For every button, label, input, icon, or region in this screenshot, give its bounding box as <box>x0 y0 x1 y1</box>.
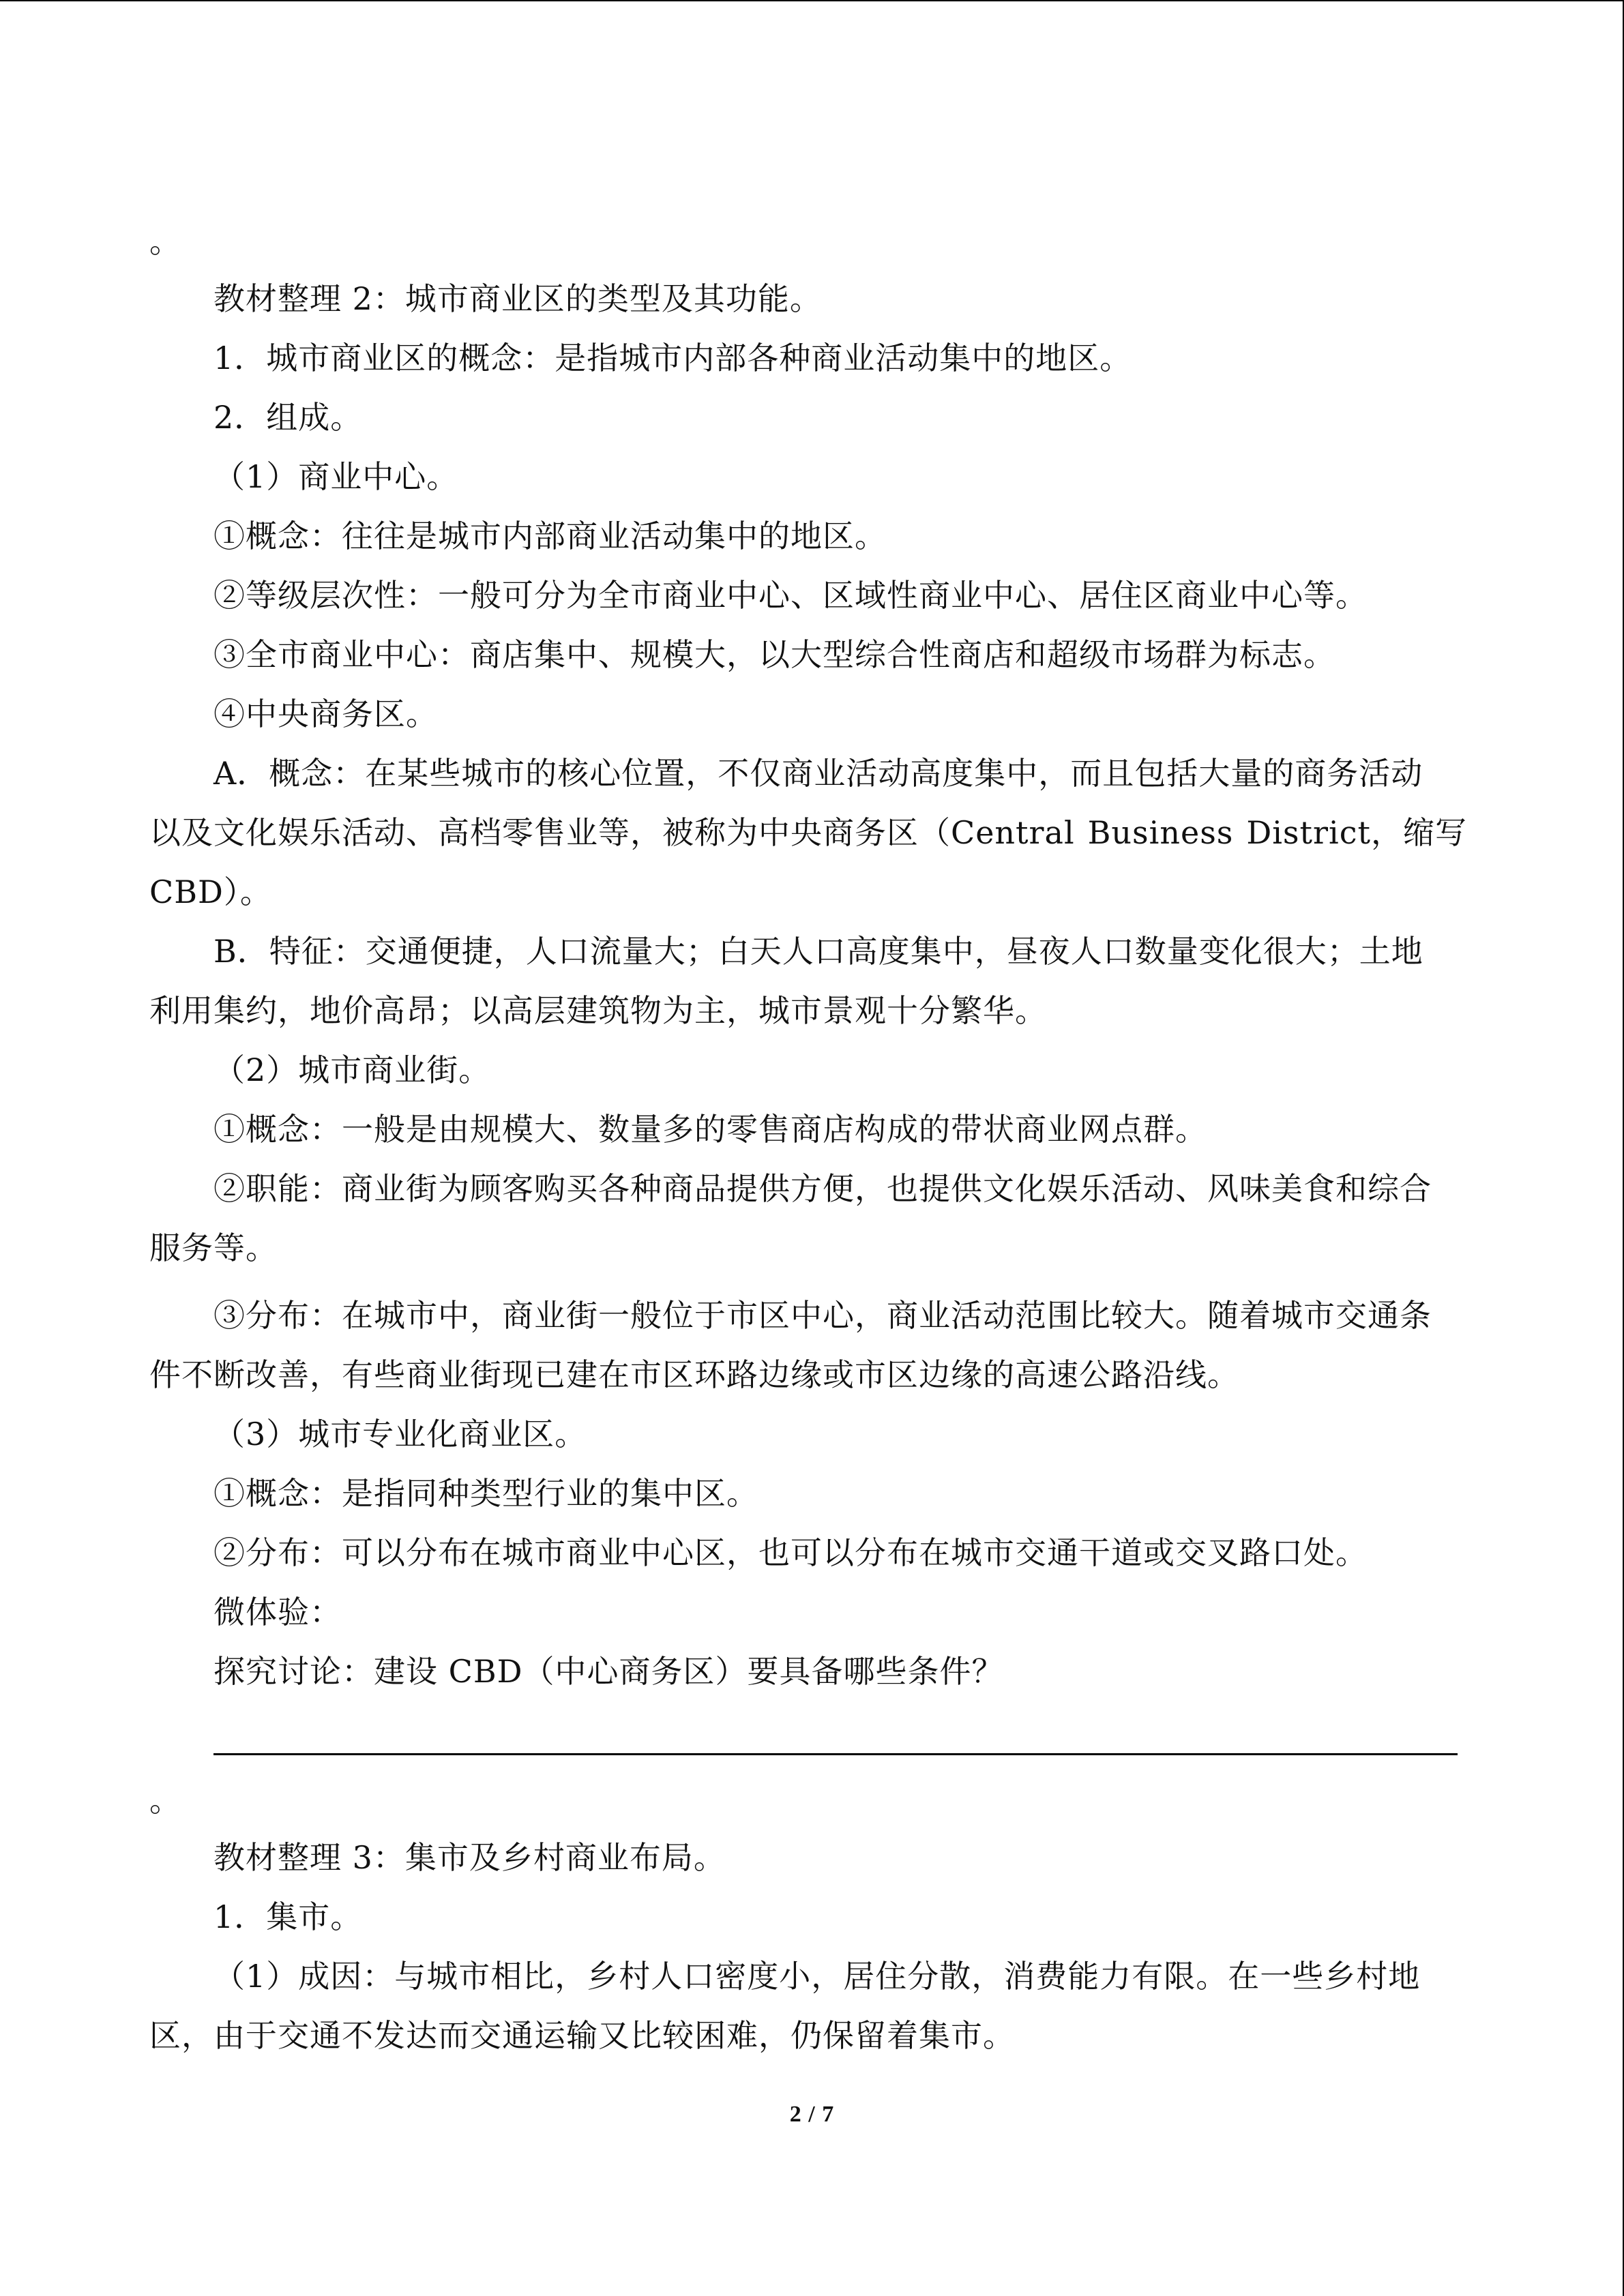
page-number: 2 / 7 <box>789 2102 835 2127</box>
subheading: （1）商业中心。 <box>213 458 459 495</box>
text-line: ①概念：往往是城市内部商业活动集中的地区。 <box>213 518 887 554</box>
section-heading: 教材整理 2：城市商业区的类型及其功能。 <box>213 280 822 317</box>
text-line: （1）成因：与城市相比，乡村人口密度小，居住分散，消费能力有限。在一些乡村地 <box>213 1958 1421 1995</box>
text-line: 1．集市。 <box>213 1898 363 1935</box>
justified-line <box>149 812 1467 853</box>
text-line: B．特征：交通便捷，人口流量大；白天人口高度集中，昼夜人口数量变化很大；土地 <box>213 933 1423 970</box>
text-line: ②分布：可以分布在城市商业中心区，也可以分布在城市交通干道或交叉路口处。 <box>213 1534 1368 1571</box>
text-line: ④中央商务区。 <box>213 696 438 732</box>
text-line: CBD）。 <box>149 874 272 910</box>
subheading: （2）城市商业街。 <box>213 1052 491 1088</box>
text-line: 。 <box>149 223 181 260</box>
text-line: 服务等。 <box>149 1229 278 1266</box>
text-segment: Business <box>1087 814 1234 851</box>
text-line: ②等级层次性：一般可分为全市商业中心、区域性商业中心、居住区商业中心等。 <box>213 577 1368 614</box>
text-line: 区，由于交通不发达而交通运输又比较困难，仍保留着集市。 <box>149 2017 1015 2054</box>
text-segment: District，缩写 <box>1246 814 1467 851</box>
subheading: （3）城市专业化商业区。 <box>213 1416 587 1452</box>
text-segment: 以及文化娱乐活动、高档零售业等，被称为中央商务区（Central <box>149 814 1075 851</box>
text-line: 2．组成。 <box>213 399 363 436</box>
text-line: ③全市商业中心：商店集中、规模大，以大型综合性商店和超级市场群为标志。 <box>213 636 1335 673</box>
text-line: 。 <box>149 1782 181 1819</box>
text-line: A．概念：在某些城市的核心位置，不仅商业活动高度集中，而且包括大量的商务活动 <box>213 755 1423 792</box>
text-line: 微体验： <box>213 1594 342 1630</box>
text-line: ①概念：是指同种类型行业的集中区。 <box>213 1475 758 1512</box>
answer-line <box>213 1753 1458 1755</box>
text-line: ③分布：在城市中，商业街一般位于市区中心，商业活动范围比较大。随着城市交通条 <box>213 1297 1432 1334</box>
text-line: ①概念：一般是由规模大、数量多的零售商店构成的带状商业网点群。 <box>213 1111 1207 1148</box>
text-line: 1．城市商业区的概念：是指城市内部各种商业活动集中的地区。 <box>213 340 1132 376</box>
text-line: 件不断改善，有些商业街现已建在市区环路边缘或市区边缘的高速公路沿线。 <box>149 1356 1239 1393</box>
question-line: 探究讨论：建设 CBD（中心商务区）要具备哪些条件？ <box>213 1653 1004 1690</box>
text-line: 利用集约，地价高昂；以高层建筑物为主，城市景观十分繁华。 <box>149 992 1047 1029</box>
text-line: ②职能：商业街为顾客购买各种商品提供方便，也提供文化娱乐活动、风味美食和综合 <box>213 1170 1432 1207</box>
section-heading: 教材整理 3：集市及乡村商业布局。 <box>213 1839 726 1876</box>
